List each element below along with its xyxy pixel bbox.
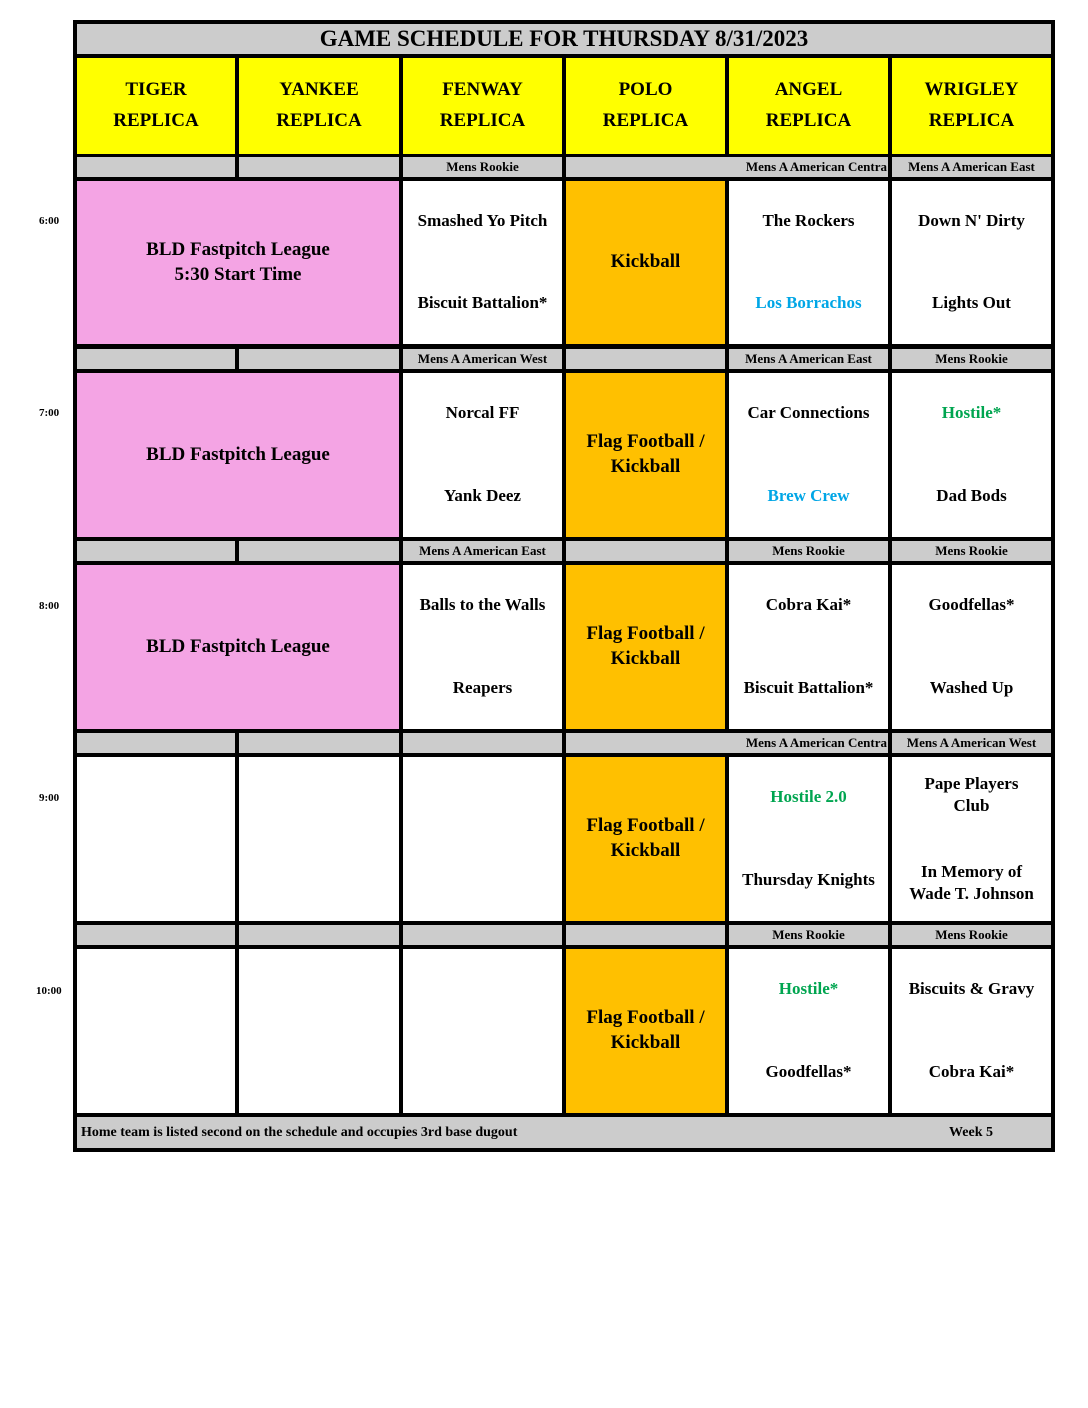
game-cell-wrigley: [892, 949, 1051, 1113]
home-team: Cobra Kai*: [928, 1062, 1015, 1082]
game-cell-fenway: [403, 565, 562, 729]
away-team: Goodfellas*: [928, 595, 1015, 614]
division-label-wrigley: Mens A American East: [892, 157, 1051, 177]
activity-label: Kickball: [610, 648, 681, 669]
game-cell-wrigley: [892, 181, 1051, 344]
division-label-angel: Mens Rookie: [729, 925, 888, 945]
division-label-angel: Mens A American Centra: [566, 733, 888, 753]
division-label-wrigley: Mens Rookie: [892, 541, 1051, 561]
activity-label: Kickball: [610, 251, 681, 273]
venue-sub: REPLICA: [113, 110, 199, 132]
venue-sub: REPLICA: [602, 110, 689, 132]
footer-bar: [77, 1117, 1051, 1148]
home-team: Brew Crew: [767, 486, 850, 506]
division-label: [77, 733, 235, 753]
activity-label: Kickball: [610, 1032, 681, 1053]
division-label-wrigley: Mens A American West: [892, 733, 1051, 753]
time-label-7: 7:00: [39, 407, 60, 419]
empty-cell-yankee: [239, 949, 399, 1113]
away-team: Hostile*: [941, 403, 1002, 422]
away-team: The Rockers: [762, 211, 855, 230]
fastpitch-league-block: [77, 373, 399, 537]
empty-cell-tiger: [77, 949, 235, 1113]
venue-sub: REPLICA: [928, 110, 1015, 132]
activity-label: Kickball: [610, 456, 681, 477]
division-label: [77, 349, 235, 369]
venue-name: YANKEE: [279, 79, 359, 101]
division-label-fenway: Mens A American West: [403, 349, 562, 369]
page-title: GAME SCHEDULE FOR THURSDAY 8/31/2023: [77, 24, 1051, 54]
division-label-angel: Mens A American East: [729, 349, 888, 369]
division-label: [566, 925, 725, 945]
game-cell-angel: [729, 373, 888, 537]
home-team: Dad Bods: [936, 486, 1007, 506]
away-team: Hostile*: [778, 979, 839, 998]
venue-name: ANGEL: [774, 79, 843, 101]
division-label: [239, 925, 399, 945]
activity-label: Flag Football /: [586, 623, 705, 645]
division-label-angel: Mens A American Centra: [566, 157, 888, 177]
time-label-10: 10:00: [36, 985, 62, 997]
division-label: [403, 925, 562, 945]
game-cell-angel: [729, 757, 888, 921]
time-label-6: 6:00: [39, 215, 60, 227]
venue-header-yankee: [239, 58, 399, 154]
game-cell-angel: [729, 565, 888, 729]
venue-header-wrigley: [892, 58, 1051, 154]
activity-label: Flag Football /: [586, 1007, 705, 1029]
home-team: Washed Up: [929, 678, 1014, 698]
home-team-line: Wade T. Johnson: [909, 883, 1034, 903]
home-team: Reapers: [452, 678, 513, 698]
division-label-wrigley: Mens Rookie: [892, 349, 1051, 369]
home-team: Los Borrachos: [755, 293, 862, 313]
away-team: [925, 773, 1019, 817]
league-name: BLD Fastpitch League: [146, 635, 330, 657]
away-team: Car Connections: [747, 403, 870, 422]
empty-cell-fenway: [403, 757, 562, 921]
division-label-fenway: Mens Rookie: [403, 157, 562, 177]
venue-header-polo: [566, 58, 725, 154]
game-cell-fenway: [403, 373, 562, 537]
away-team-line: Pape Players: [924, 774, 1019, 793]
league-note: 5:30 Start Time: [174, 263, 302, 285]
empty-cell-fenway: [403, 949, 562, 1113]
week-label: Week 5: [949, 1124, 993, 1140]
empty-cell-yankee: [239, 757, 399, 921]
time-label-8: 8:00: [39, 600, 60, 612]
division-label: [77, 925, 235, 945]
empty-cell-tiger: [77, 757, 235, 921]
fastpitch-league-block: [77, 565, 399, 729]
division-label: [239, 541, 399, 561]
away-team: Balls to the Walls: [419, 595, 546, 614]
flag-football-block: [566, 757, 725, 921]
venue-sub: REPLICA: [765, 110, 852, 132]
home-team: [909, 861, 1034, 905]
venue-header-tiger: [77, 58, 235, 154]
game-cell-wrigley: [892, 373, 1051, 537]
away-team: Norcal FF: [445, 403, 520, 422]
division-label: [77, 157, 235, 177]
division-label: [566, 541, 725, 561]
home-team-line: In Memory of: [920, 861, 1023, 881]
away-team: Biscuits & Gravy: [908, 979, 1035, 998]
league-name: BLD Fastpitch League: [146, 238, 330, 260]
game-cell-angel: [729, 949, 888, 1113]
flag-football-block: [566, 373, 725, 537]
time-label-9: 9:00: [39, 792, 60, 804]
division-label: [239, 733, 399, 753]
venue-name: POLO: [618, 79, 673, 101]
away-team: Cobra Kai*: [765, 595, 852, 614]
division-label: [239, 157, 399, 177]
venue-sub: REPLICA: [276, 110, 362, 132]
venue-name: TIGER: [125, 79, 187, 101]
venue-header-angel: [729, 58, 888, 154]
division-label-angel: Mens Rookie: [729, 541, 888, 561]
home-team: Lights Out: [932, 293, 1011, 313]
game-cell-angel: [729, 181, 888, 344]
game-cell-wrigley: [892, 565, 1051, 729]
division-label: [239, 349, 399, 369]
activity-label: Kickball: [610, 840, 681, 861]
league-name: BLD Fastpitch League: [146, 443, 330, 465]
away-team: Smashed Yo Pitch: [417, 211, 548, 230]
division-label: [77, 541, 235, 561]
home-team: Thursday Knights: [742, 870, 875, 890]
division-label: [403, 733, 562, 753]
division-label-wrigley: Mens Rookie: [892, 925, 1051, 945]
venue-header-fenway: [403, 58, 562, 154]
game-cell-wrigley: [892, 757, 1051, 921]
venue-sub: REPLICA: [439, 110, 526, 132]
away-team: Down N' Dirty: [918, 211, 1025, 230]
home-team: Biscuit Battalion*: [417, 293, 548, 313]
activity-label: Flag Football /: [586, 431, 705, 453]
home-team: Goodfellas*: [765, 1062, 852, 1082]
away-team: Hostile 2.0: [770, 787, 847, 806]
schedule-grid: [73, 20, 1055, 1152]
activity-label: Flag Football /: [586, 815, 705, 837]
flag-football-block: [566, 949, 725, 1113]
flag-football-block: [566, 565, 725, 729]
division-label-fenway: Mens A American East: [403, 541, 562, 561]
game-cell-fenway: [403, 181, 562, 344]
home-team: Biscuit Battalion*: [743, 678, 874, 698]
fastpitch-league-block: [77, 181, 399, 344]
home-team: Yank Deez: [444, 486, 521, 506]
home-team-note: Home team is listed second on the schedule and occupies 3rd base dugout: [81, 1124, 518, 1140]
away-team-line: Club: [953, 796, 990, 816]
kickball-block: [566, 181, 725, 344]
venue-name: FENWAY: [442, 79, 523, 101]
venue-name: WRIGLEY: [924, 79, 1019, 101]
division-label: [566, 349, 725, 369]
